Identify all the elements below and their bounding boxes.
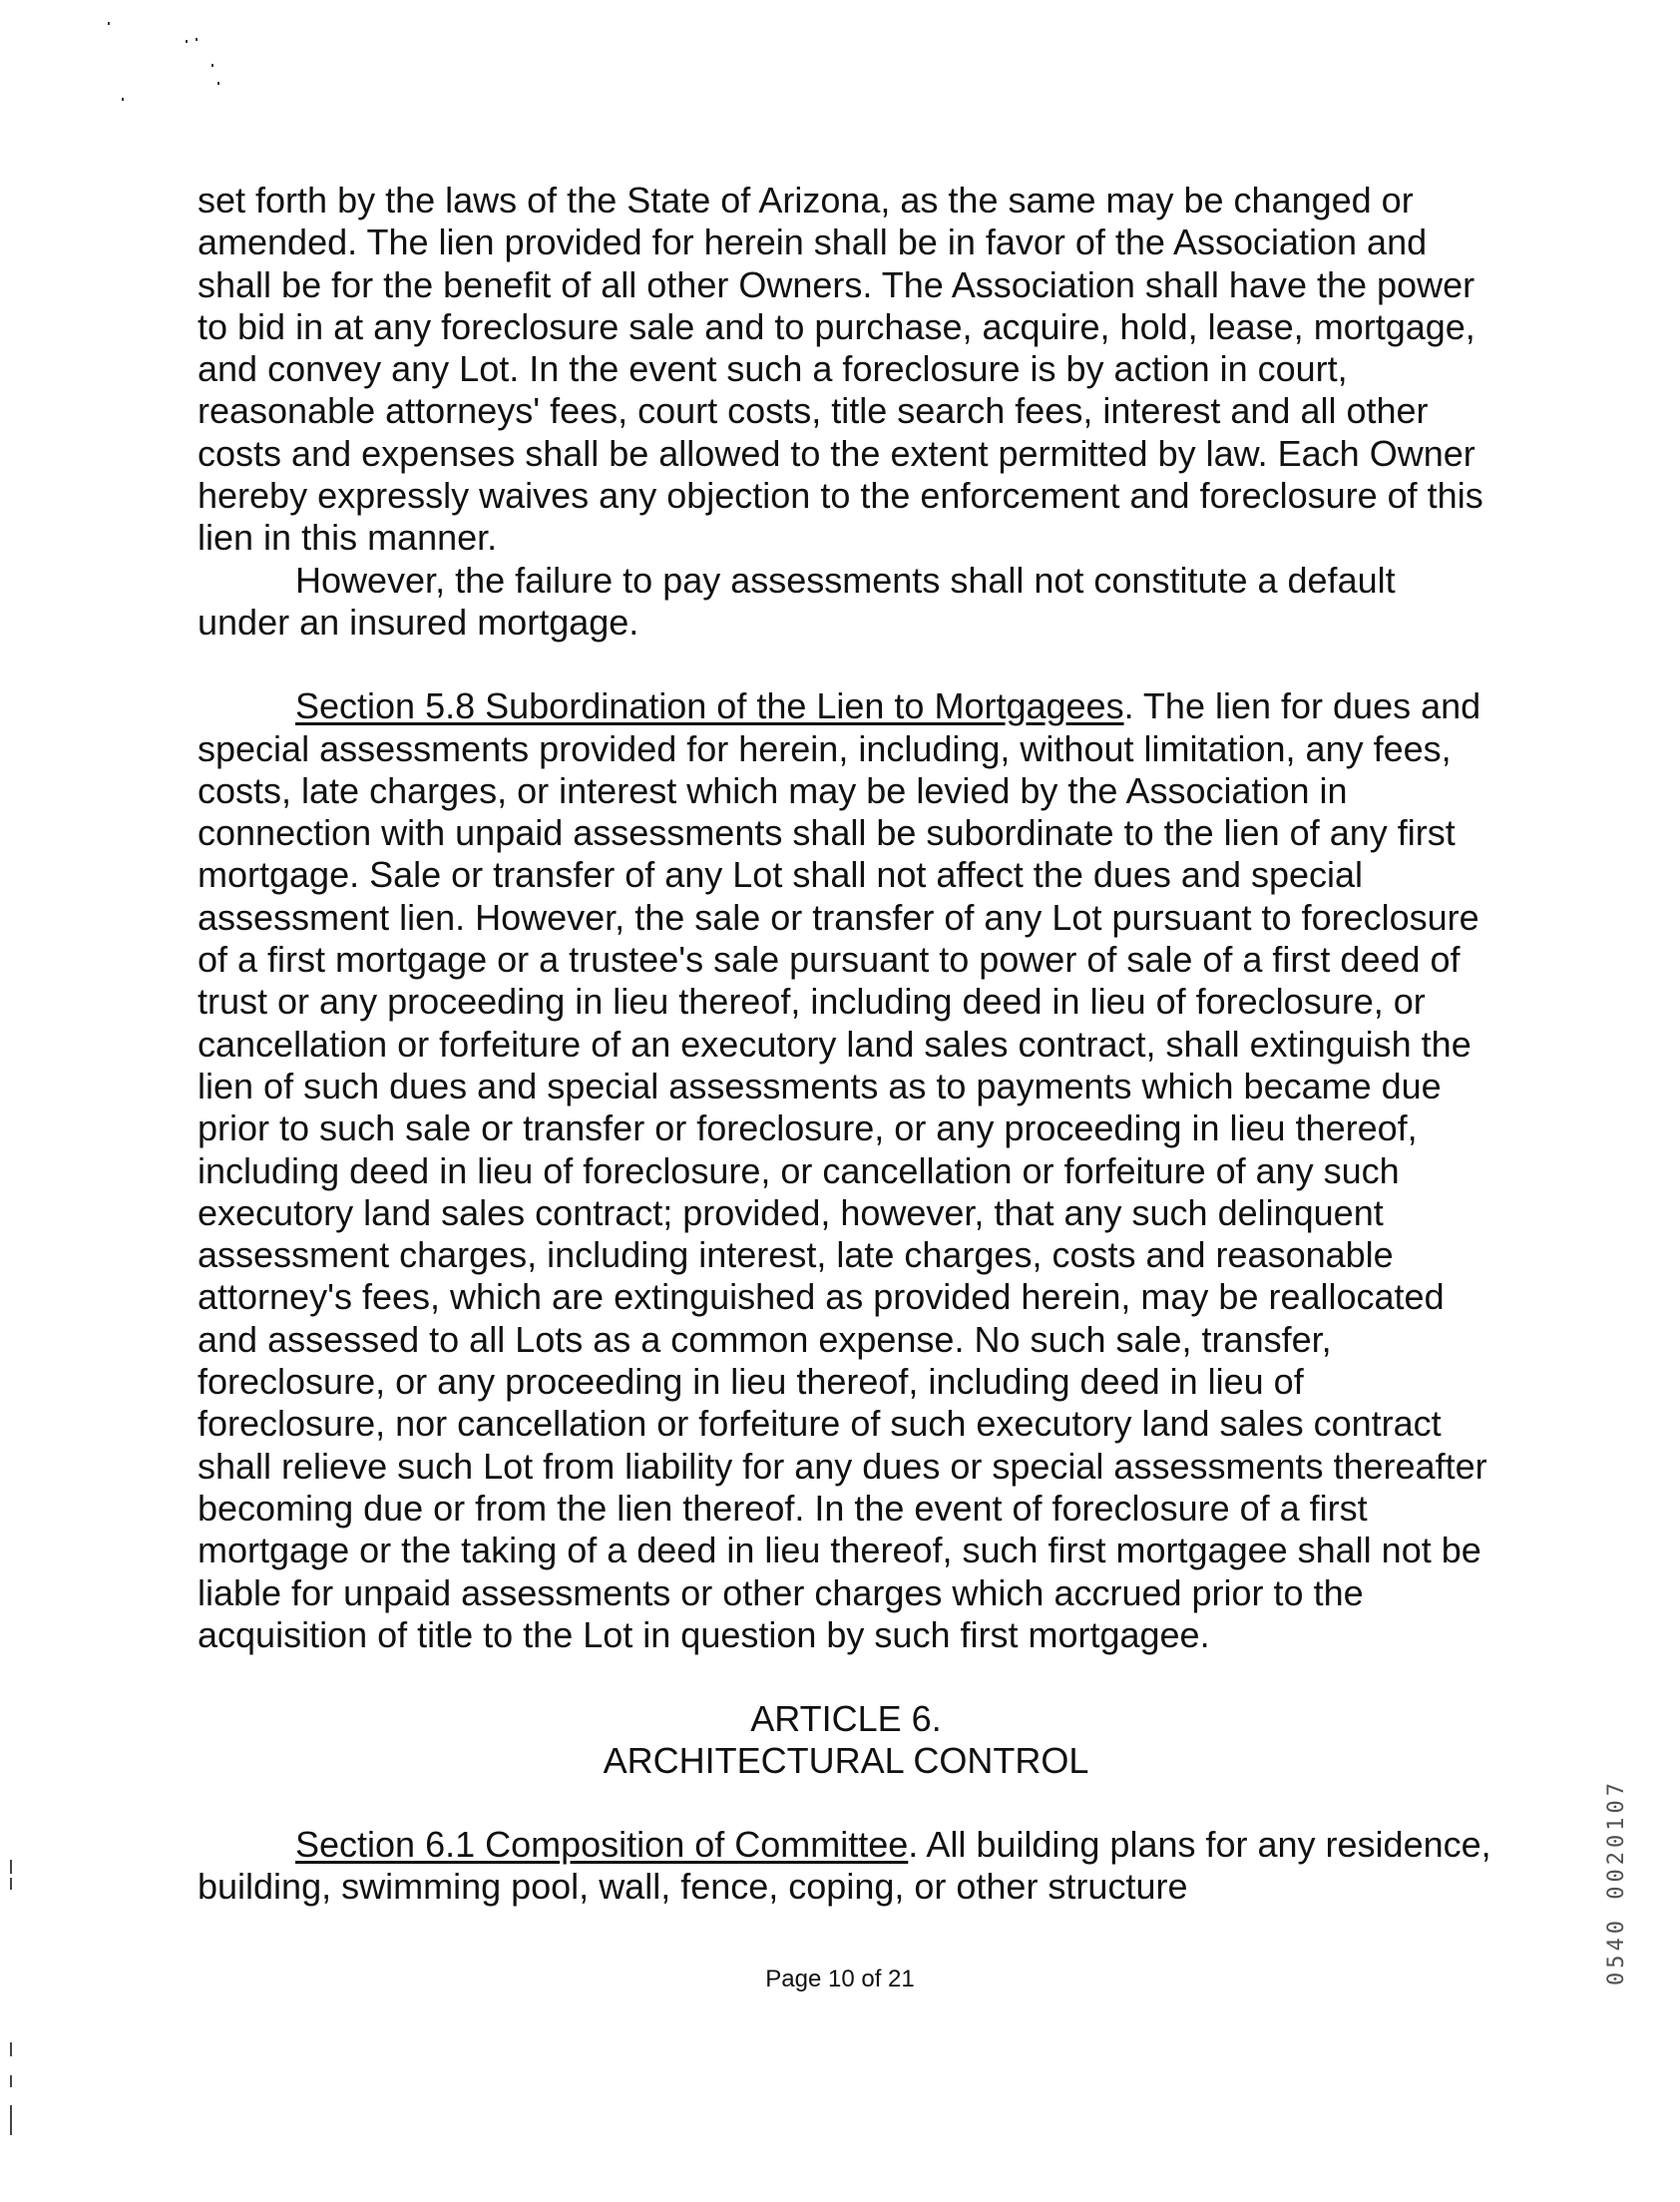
scan-edge-mark [10,2105,12,2135]
scan-speck [122,98,124,101]
scan-speck [108,22,110,25]
scan-speck [211,64,213,67]
article-6-heading [198,1698,1494,1782]
scan-speck [196,38,198,41]
recording-stamp: 0540 0020107 [1604,1779,1629,1985]
scan-edge-mark [10,2075,12,2087]
section-5-8 [198,685,1494,1656]
section-6-1-heading: Section 6.1 Composition of Committee [295,1824,909,1866]
page-footer: Page 10 of 21 [765,1966,915,1992]
paragraph-assessment-default: However, the failure to pay assessments shall not constitute a default under an insured mortgage. [198,559,1396,643]
section-6-1 [198,1824,1494,1909]
article-title: ARCHITECTURAL CONTROL [603,1740,1089,1782]
scan-speck [217,82,219,85]
document-body [198,180,1494,1909]
section-5-8-heading: Section 5.8 Subordination of the Lien to Mortgagees [295,685,1124,727]
scan-edge-mark [10,1878,12,1890]
section-5-8-body: . The lien for dues and special assessments provided for herein, including, without limitation, any fees, costs, late charges, or interest which may be levied by the Association in connection with unpaid assessments shall be subordinate to the lien of any first mortgage. Sale or transfer of any Lot shall not affect the dues and special assessment lien. However, the sale or transfer of any Lot pursuant to foreclosure of a first mortgage or a trustee's sale pursuant to power of sale of a first deed of trust or any proceeding in lieu thereof, including deed in lieu of foreclosure, or cancellation or forfeiture of an executory land sales contract, shall extinguish the lien of such dues and special assessments as to payments which became due prior to such sale or transfer or foreclosure, or any proceeding in lieu thereof, including deed in lieu of foreclosure, or cancellation or forfeiture of any such executory land sales contract; provided, however, that any such delinquent assessment charges, including interest, late charges, costs and reasonable attorney's fees, which are extinguished as provided herein, may be reallocated and assessed to all Lots as a common expense. No such sale, transfer, foreclosure, or any proceeding in lieu thereof, including deed in lieu of foreclosure, nor cancellation or forfeiture of such executory land sales contract shall relieve such Lot from liability for any dues or special assessments thereafter becoming due or from the lien thereof. In the event of foreclosure of a first mortgage or the taking of a deed in lieu thereof, such first mortgagee shall not be liable for unpaid assessments or other charges which accrued prior to the acquisition of title to the Lot in question by such first mortgagee. [198,685,1487,1655]
scan-speck [186,40,188,43]
article-number: ARTICLE 6. [750,1698,942,1740]
scan-edge-mark [10,2042,12,2056]
section-6-1-body: . All building plans for any residence, building, swimming pool, wall, fence, coping, or other structure [198,1824,1491,1908]
paragraph-lien-foreclosure: set forth by the laws of the State of Arizona, as the same may be changed or amended. The lien provided for herein shall be in favor of the Association and shall be for the benefit of all other Owners. The Association shall have the power to bid in at any foreclosure sale and to purchase, acquire, hold, lease, mortgage, and convey any Lot. In the event such a foreclosure is by action in court, reasonable attorneys' fees, court costs, title search fees, interest and all other costs and expenses shall be allowed to the extent permitted by law. Each Owner hereby expressly waives any objection to the enforcement and foreclosure of this lien in this manner. [198,180,1483,559]
scan-edge-mark [10,1860,12,1874]
